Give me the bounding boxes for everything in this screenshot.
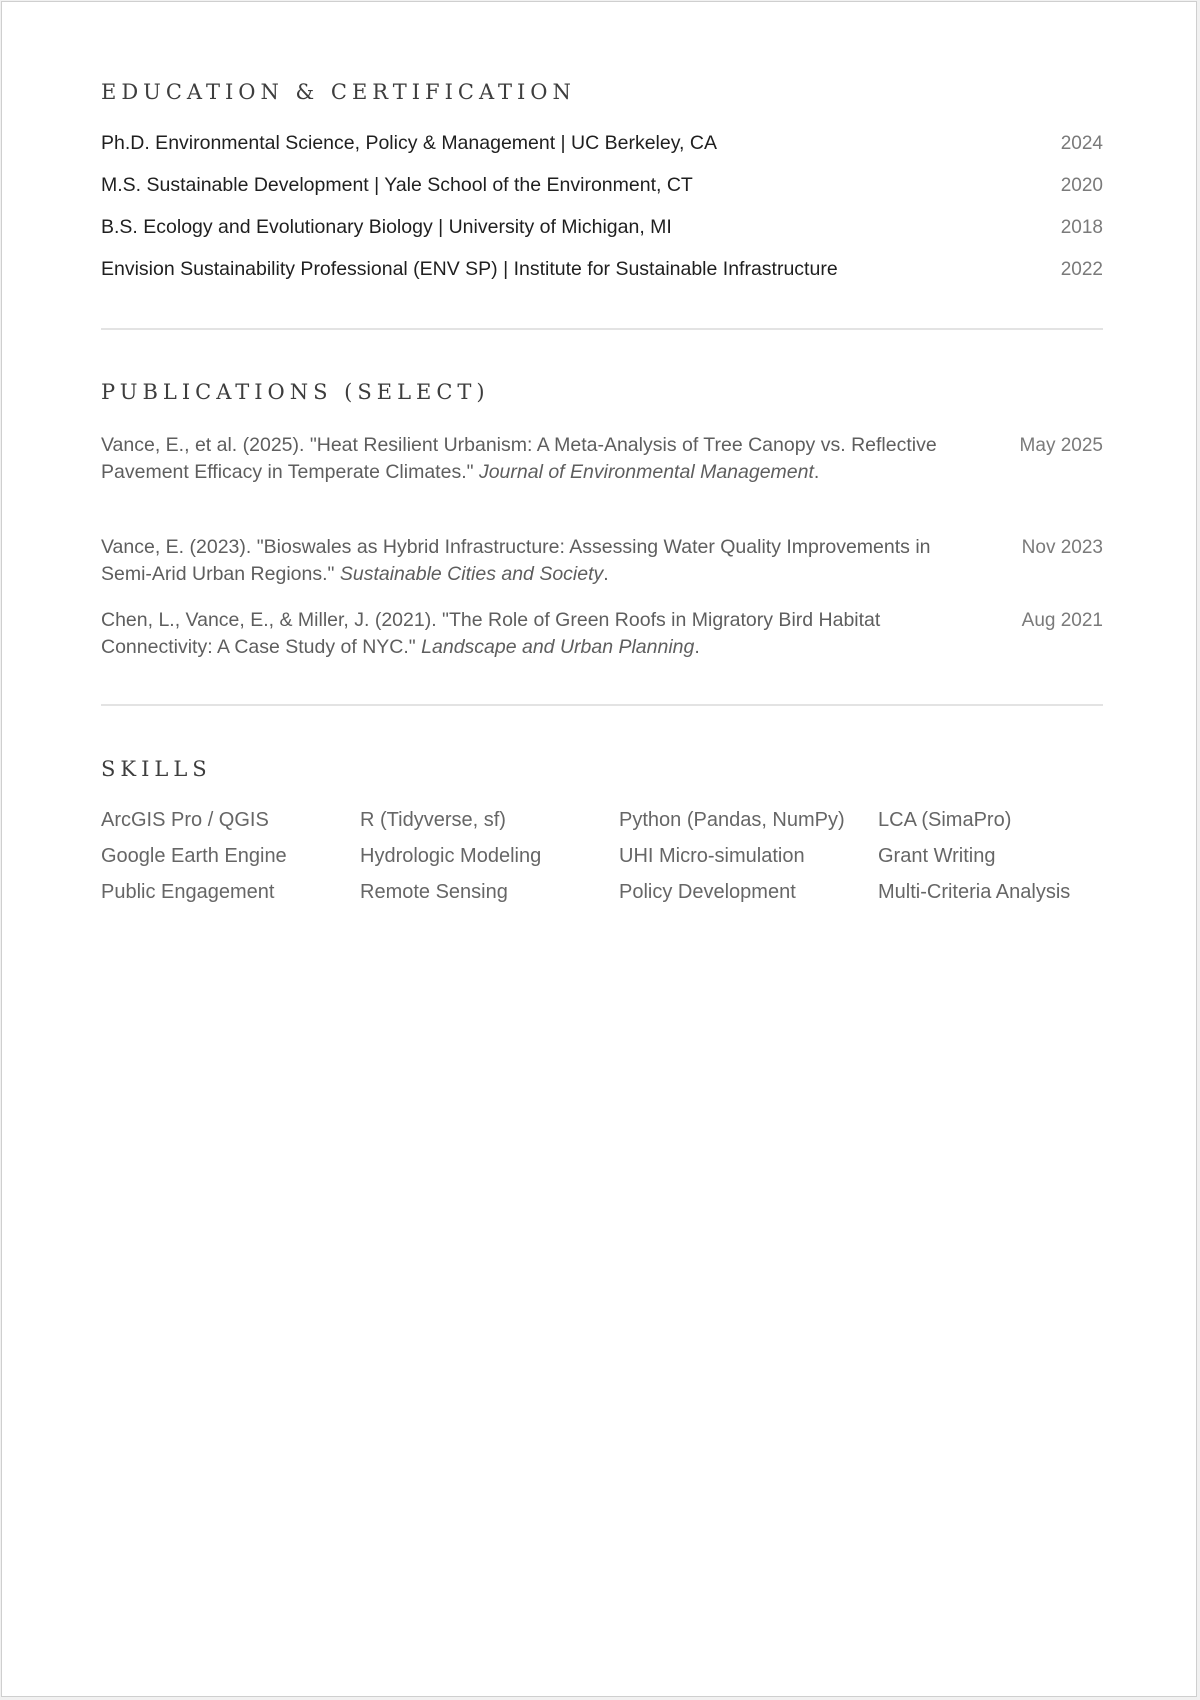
education-item [101, 216, 1103, 239]
skill-item: UHI Micro-simulation [619, 845, 805, 867]
publication-item [101, 534, 1103, 588]
publication-citation-text: Vance, E., et al. (2025). "Heat Resilient Urbanism: A Meta-Analysis of Tree Canopy vs. Reflective Pavement Efficacy in Temperate Climates." [101, 434, 937, 483]
education-section-title: EDUCATION & CERTIFICATION [101, 80, 576, 104]
skill-item: Google Earth Engine [101, 845, 287, 867]
section-divider [101, 704, 1103, 706]
skill-item: ArcGIS Pro / QGIS [101, 809, 269, 831]
skill-item: Multi-Criteria Analysis [878, 881, 1071, 903]
education-item-year: 2024 [1060, 133, 1103, 154]
skills-section-title: SKILLS [101, 757, 212, 781]
education-item-text: Ph.D. Environmental Science, Policy & Management | UC Berkeley, CA [101, 132, 717, 154]
publication-citation: Vance, E. (2023). "Bioswales as Hybrid Infrastructure: Assessing Water Quality Improvements in Semi-Arid Urban Regions." Sustainable Cities and Society. [101, 536, 931, 585]
section-divider [101, 328, 1103, 330]
resume-page [1, 1, 1197, 1697]
skill-item: LCA (SimaPro) [878, 809, 1012, 831]
education-item-year: 2018 [1060, 217, 1103, 238]
skill-item: Python (Pandas, NumPy) [619, 809, 845, 831]
publication-date: Aug 2021 [1021, 610, 1103, 631]
skill-item: Policy Development [619, 881, 796, 903]
publication-date: Nov 2023 [1021, 537, 1103, 558]
education-item-text: M.S. Sustainable Development | Yale School of the Environment, CT [101, 174, 693, 196]
education-item-year: 2022 [1060, 259, 1103, 280]
education-item-text: B.S. Ecology and Evolutionary Biology | University of Michigan, MI [101, 216, 672, 238]
skills-grid [101, 808, 1103, 904]
skill-item: R (Tidyverse, sf) [360, 809, 506, 831]
publication-citation-text: Vance, E. (2023). "Bioswales as Hybrid Infrastructure: Assessing Water Quality Improvements in Semi-Arid Urban Regions." [101, 536, 931, 585]
skill-item: Public Engagement [101, 881, 275, 903]
education-item-year: 2020 [1060, 175, 1103, 196]
publication-journal: Sustainable Cities and Society [339, 563, 604, 585]
skill-item: Grant Writing [878, 845, 996, 867]
education-item [101, 258, 1103, 281]
publication-item [101, 607, 1103, 661]
publication-journal: Landscape and Urban Planning [421, 636, 695, 658]
publication-date: May 2025 [1019, 435, 1103, 456]
education-item-text: Envision Sustainability Professional (ENV SP) | Institute for Sustainable Infrastructure [101, 258, 838, 280]
publication-citation-text: Chen, L., Vance, E., & Miller, J. (2021). "The Role of Green Roofs in Migratory Bird Habitat Connectivity: A Case Study of NYC." [101, 609, 881, 658]
education-item [101, 174, 1103, 197]
education-item [101, 132, 1103, 155]
skill-item: Hydrologic Modeling [360, 845, 542, 867]
publications-section-title: PUBLICATIONS (SELECT) [101, 380, 490, 404]
skill-item: Remote Sensing [360, 881, 508, 903]
publication-citation: Vance, E., et al. (2025). "Heat Resilient Urbanism: A Meta-Analysis of Tree Canopy vs. Reflective Pavement Efficacy in Temperate Climates." Journal of Environmental Management. [101, 434, 937, 483]
publication-citation: Chen, L., Vance, E., & Miller, J. (2021). "The Role of Green Roofs in Migratory Bird Habitat Connectivity: A Case Study of NYC." Landscape and Urban Planning. [101, 609, 881, 658]
publication-item [101, 432, 1103, 486]
publication-journal: Journal of Environmental Management [478, 461, 814, 483]
